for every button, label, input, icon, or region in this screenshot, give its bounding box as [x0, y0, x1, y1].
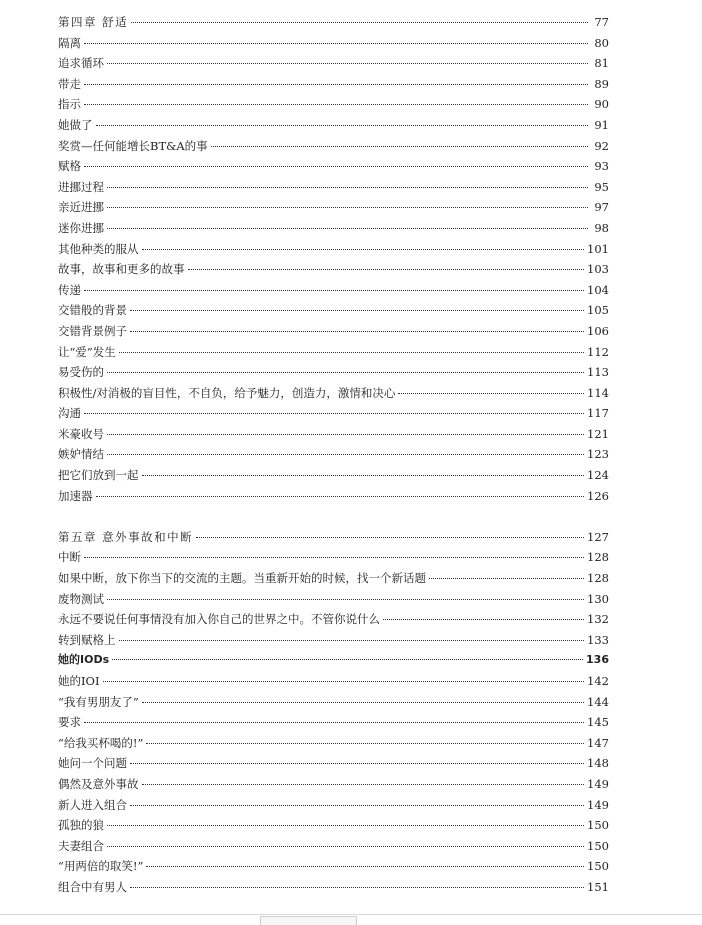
toc-page-number: 112	[587, 344, 609, 359]
dot-leader	[84, 43, 588, 44]
toc-entry-title: 亲近进挪	[58, 200, 104, 215]
dot-leader	[84, 413, 584, 414]
toc-entry-title: “用两倍的取笑!”	[58, 859, 144, 874]
toc-entry-title: 隔离	[58, 35, 81, 50]
toc-entry-title: 交错背景例子	[58, 323, 127, 338]
dot-leader	[119, 640, 585, 641]
page-bottom-divider	[0, 914, 702, 915]
toc-page-number: 95	[594, 179, 609, 194]
dot-leader	[130, 805, 584, 806]
toc-page-number: 117	[587, 406, 609, 421]
dot-leader	[84, 166, 588, 167]
toc-entry-title: 带走	[58, 76, 81, 91]
dot-leader	[84, 557, 584, 558]
toc-entry-title: 她的IOI	[58, 674, 100, 688]
toc-entry[interactable]	[58, 156, 609, 177]
toc-entry[interactable]	[58, 568, 609, 589]
dot-leader	[196, 537, 584, 538]
toc-entry[interactable]	[58, 712, 609, 733]
toc-entry[interactable]	[58, 424, 609, 445]
toc-page-number: 89	[594, 76, 609, 91]
toc-entry-title: 进挪过程	[58, 179, 104, 194]
chapter-heading-entry[interactable]	[58, 12, 609, 33]
toc-entry-title: 积极性/对消极的盲目性，不自负，给予魅力，创造力，激情和决心	[58, 385, 396, 400]
dot-leader	[146, 743, 584, 744]
chapter-4-section	[58, 12, 609, 506]
toc-page-number: 124	[587, 468, 609, 483]
toc-entry[interactable]	[58, 877, 609, 898]
toc-entry-title: 把它们放到一起	[58, 468, 139, 483]
toc-page-number: 136	[586, 653, 609, 667]
dot-leader	[211, 146, 588, 147]
toc-entry[interactable]	[58, 136, 609, 157]
toc-entry-title: 转到赋格上	[58, 632, 116, 647]
toc-page-number: 98	[594, 220, 609, 235]
toc-page-number: 142	[587, 674, 609, 688]
toc-entry-title: 赋格	[58, 159, 81, 174]
dot-leader	[130, 310, 584, 311]
toc-page-number: 97	[594, 200, 609, 215]
toc-page-number: 80	[594, 35, 609, 50]
toc-entry-title: 奖赏—任何能增长BT&A的事	[58, 138, 208, 153]
toc-entry[interactable]	[58, 362, 609, 383]
toc-entry[interactable]	[58, 733, 609, 754]
toc-page-number: 128	[587, 550, 609, 565]
toc-entry-title: 第四章 舒适	[58, 15, 129, 29]
dot-leader	[107, 846, 584, 847]
toc-entry-title: 米豪收号	[58, 426, 104, 441]
dot-leader	[130, 763, 584, 764]
dot-leader	[84, 104, 588, 105]
toc-entry-title: 故事，故事和更多的故事	[58, 262, 185, 277]
toc-entry-title: 夫妻组合	[58, 838, 104, 853]
dot-leader	[107, 434, 584, 435]
toc-entry[interactable]	[58, 300, 609, 321]
dot-leader	[84, 722, 584, 723]
toc-page-number: 145	[587, 715, 609, 730]
toc-entry-title: 交错般的背景	[58, 303, 127, 318]
toc-entry[interactable]	[58, 321, 609, 342]
toc-entry[interactable]	[58, 774, 609, 795]
dot-leader	[107, 599, 584, 600]
toc-entry-title: 永远不要说任何事情没有加入你自己的世界之中。不管你说什么	[58, 612, 380, 627]
dot-leader	[107, 454, 584, 455]
toc-entry[interactable]	[58, 486, 609, 507]
toc-page-number: 114	[587, 385, 609, 400]
toc-page-number: 148	[587, 756, 609, 771]
toc-entry[interactable]	[58, 856, 609, 877]
toc-page-number: 103	[587, 262, 609, 277]
dot-leader	[107, 207, 588, 208]
toc-entry[interactable]	[58, 94, 609, 115]
dot-leader	[130, 331, 584, 332]
toc-entry[interactable]	[58, 547, 609, 568]
toc-page-number: 150	[587, 838, 609, 853]
toc-entry-title: 迷你进挪	[58, 220, 104, 235]
toc-entry[interactable]	[58, 630, 609, 651]
toc-page-number: 149	[587, 797, 609, 812]
toc-page-number: 149	[587, 776, 609, 791]
dot-leader	[188, 269, 585, 270]
dot-leader	[142, 784, 585, 785]
chapter-5-section	[58, 527, 609, 898]
toc-entry[interactable]	[58, 795, 609, 816]
toc-entry[interactable]	[58, 403, 609, 424]
dot-leader	[142, 702, 584, 703]
toc-entry[interactable]	[58, 115, 609, 136]
toc-page-number: 128	[587, 571, 609, 586]
toc-entry-title: 废物测试	[58, 591, 104, 606]
toc-page-number: 144	[587, 694, 609, 709]
toc-page-number: 81	[594, 56, 609, 71]
toc-entry[interactable]	[58, 342, 609, 363]
toc-entry-title: “我有男朋友了”	[58, 694, 139, 709]
toc-page-number: 91	[594, 117, 609, 132]
toc-entry[interactable]	[58, 753, 609, 774]
toc-entry[interactable]	[58, 836, 609, 857]
dot-leader	[429, 578, 584, 579]
toc-entry[interactable]	[58, 589, 609, 610]
toc-page-number: 121	[587, 426, 609, 441]
dot-leader	[146, 866, 584, 867]
toc-page-number: 130	[587, 591, 609, 606]
toc-entry[interactable]	[58, 259, 609, 280]
toc-entry[interactable]	[58, 239, 609, 260]
toc-entry[interactable]	[58, 650, 609, 671]
toc-entry[interactable]	[58, 53, 609, 74]
toc-page-number: 150	[587, 818, 609, 833]
toc-page-number: 105	[587, 303, 609, 318]
toc-page-number: 151	[587, 879, 609, 894]
dot-leader	[84, 290, 584, 291]
toc-page-number: 92	[594, 138, 609, 153]
toc-entry-title: 如果中断，放下你当下的交流的主题。当重新开始的时候，找一个新话题	[58, 571, 426, 586]
toc-page-number: 127	[587, 529, 609, 544]
toc-entry[interactable]	[58, 444, 609, 465]
toc-entry[interactable]	[58, 33, 609, 54]
dot-leader	[107, 372, 584, 373]
toc-entry-title: 第五章 意外事故和中断	[58, 529, 194, 544]
toc-page-number: 106	[587, 323, 609, 338]
dot-leader	[107, 228, 588, 229]
toc-entry-title: 嫉妒情结	[58, 447, 104, 462]
toc-entry-title: 她做了	[58, 117, 93, 132]
toc-entry-title: 新人进入组合	[58, 797, 127, 812]
section-spacer	[58, 506, 609, 527]
toc-entry-title: 要求	[58, 715, 81, 730]
toc-entry-title: 其他种类的服从	[58, 241, 139, 256]
toc-entry-title: 加速器	[58, 488, 93, 503]
toc-page-number: 77	[594, 15, 609, 29]
toc-entry[interactable]	[58, 465, 609, 486]
dot-leader	[398, 393, 584, 394]
dot-leader	[131, 22, 588, 23]
dot-leader	[112, 659, 583, 660]
toc-entry-title: 传递	[58, 282, 81, 297]
dot-leader	[96, 125, 589, 126]
toc-entry[interactable]	[58, 692, 609, 713]
toc-entry-title: 组合中有男人	[58, 879, 127, 894]
toc-entry-title: 让“爱”发生	[58, 344, 116, 359]
dot-leader	[142, 475, 585, 476]
dot-leader	[119, 352, 584, 353]
toc-page-number: 123	[587, 447, 609, 462]
dot-leader	[103, 681, 585, 682]
toc-entry[interactable]	[58, 218, 609, 239]
dot-leader	[96, 496, 585, 497]
toc-entry[interactable]	[58, 280, 609, 301]
toc-entry-title: 她的IODs	[58, 653, 110, 667]
toc-entry-title: 追求循环	[58, 56, 104, 71]
toc-entry-title: 易受伤的	[58, 365, 104, 380]
dot-leader	[107, 825, 584, 826]
toc-page-number: 93	[594, 159, 609, 174]
toc-page-number: 150	[587, 859, 609, 874]
dot-leader	[107, 187, 588, 188]
toc-entry[interactable]	[58, 671, 609, 692]
toc-entry-title: 沟通	[58, 406, 81, 421]
toc-page-number: 90	[594, 97, 609, 112]
toc-entry[interactable]	[58, 815, 609, 836]
toc-page-number: 104	[587, 282, 609, 297]
toc-page-number: 147	[587, 735, 609, 750]
toc-entry-title: 她问一个问题	[58, 756, 127, 771]
toc-entry[interactable]	[58, 383, 609, 404]
toc-page-number: 113	[587, 365, 609, 380]
toc-entry[interactable]	[58, 177, 609, 198]
dot-leader	[383, 619, 584, 620]
toc-page-number: 101	[587, 241, 609, 256]
toc-entry-title: “给我买杯喝的!”	[58, 735, 144, 750]
toc-page-number: 133	[587, 632, 609, 647]
toc-page-number: 126	[587, 488, 609, 503]
table-of-contents	[58, 12, 609, 898]
toc-page-number: 132	[587, 612, 609, 627]
toc-entry[interactable]	[58, 74, 609, 95]
toc-entry-title: 指示	[58, 97, 81, 112]
toc-entry-title: 孤独的狼	[58, 818, 104, 833]
dot-leader	[130, 887, 584, 888]
dot-leader	[142, 249, 585, 250]
toc-entry[interactable]	[58, 609, 609, 630]
toc-entry[interactable]	[58, 197, 609, 218]
toc-entry-title: 中断	[58, 550, 81, 565]
dot-leader	[107, 63, 588, 64]
chapter-heading-entry[interactable]	[58, 527, 609, 548]
dot-leader	[84, 84, 588, 85]
toc-entry-title: 偶然及意外事故	[58, 776, 139, 791]
